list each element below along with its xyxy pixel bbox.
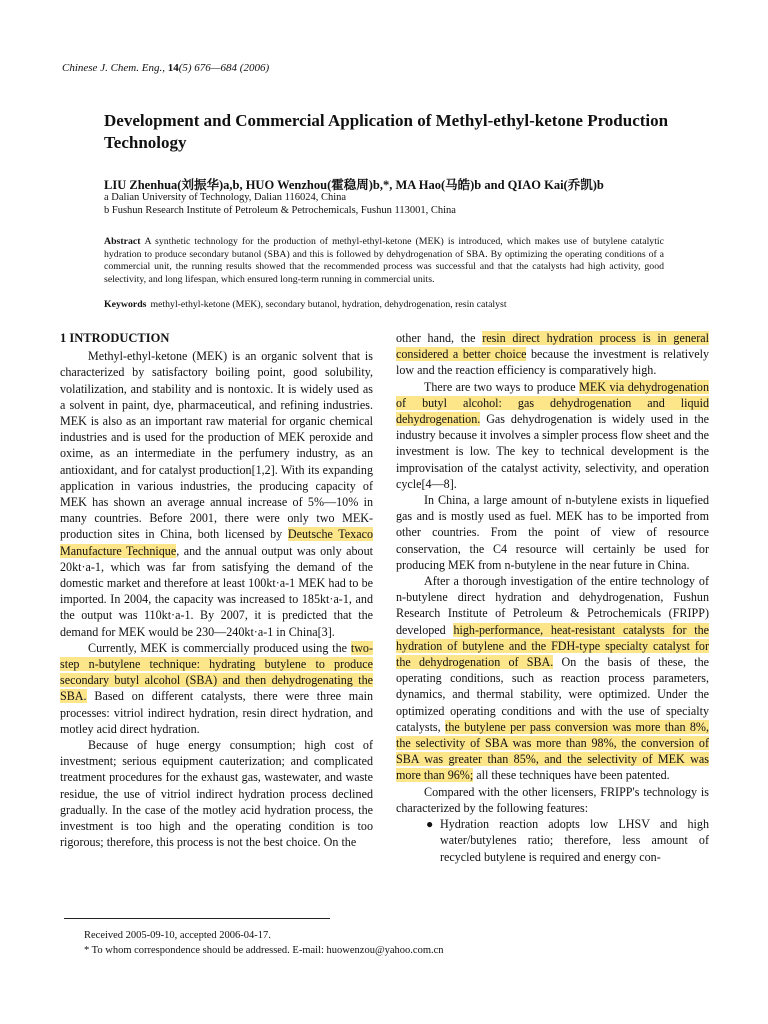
journal-citation: Chinese J. Chem. Eng., 14(5) 676—684 (2006) [62,62,270,74]
text-run: Methyl-ethyl-ketone (MEK) is an organic solvent that is characterized by satisfactory boiling point, good solubility, volatilization, and stability and is nontoxic. It is widely used as a solvent in paint, dye, pharmaceutical, and refining industries. MEK is also as an important raw material for organic chemical industries and is used for the production of MEK peroxide and oxime, as an intermediate in the perfumery industry, as an antioxidant, and for catalyst production[1,2]. With its expanding application in various industries, the producing capacity of MEK has shown an average annual increase of 5%—10% in many countries. Before 2001, there were only two MEK-production sites in China, both licensed by [60,349,373,542]
text-run: After a thorough investigation of the entire technology of n-butylene direct hydration and dehydrogenation, Fushun Research Institute of Petroleum & Petrochemicals (FRIPP) developed [396,574,709,637]
text-run: Currently, MEK is commercially produced using the [88,640,347,655]
text-run: Gas dehydrogenation is widely used in the industry because it involves a simpler process flow sheet and the investment is low. The key to technical development is the improvisation of the catalyst activity, selectivity, and operation cycle[4—8]. [396,412,710,491]
keywords-label: Keywords [104,299,147,310]
highlighted-text: resin direct hydration process is in general considered a better choice [396,331,709,362]
section-heading: 1 INTRODUCTION [60,331,170,345]
paragraph: In China, a large amount of n-butylene exists in liquefied gas and is mostly used as fuel. MEK has to be imported from other countries. From the point of view of resource conservation, the C4 resource will certainly be used for producing MEK from n-butylene in the near future in China. [396,493,709,572]
journal-issue-pages: (5) 676—684 (2006) [178,62,270,74]
highlighted-text: Deutsche Texaco Manufacture Technique [60,527,374,558]
text-run: all these techniques have been patented. [476,768,670,783]
paragraph [396,379,709,492]
affiliation-b: b Fushun Research Institute of Petroleum & Petrochemicals, Fushun 113001, China [104,205,456,216]
paragraph [60,640,373,737]
keywords [104,299,664,310]
paragraph: Because of huge energy consumption; high cost of investment; serious equipment cauterization; and complicated treatment procedures for the exhaust gas, wastewater, and waste residue, the use of vitriol indirect hydration process declined gradually. In the case of the motley acid hydration process, the investment is too high and the operating condition is too rigorous; therefore, this process is not the best choice. On the [60,738,373,850]
abstract [104,236,664,286]
footnote-divider [64,918,330,919]
footnote-correspondence: * To whom correspondence should be addressed. E-mail: huowenzou@yahoo.com.cn [84,945,444,956]
bullet-icon: ● [426,817,434,832]
left-column [60,330,373,851]
footnote-received: Received 2005-09-10, accepted 2006-04-17. [84,930,271,941]
text-run: There are two ways to produce [424,379,576,394]
keywords-text: methyl-ethyl-ketone (MEK), secondary butanol, hydration, dehydrogenation, resin catalyst [150,299,507,310]
highlighted-text: two-step n-butylene technique: hydrating butylene to produce secondary butyl alcohol (SBA) and then dehydrogenating the SBA. [60,640,373,704]
text-run: other hand, the [396,331,476,345]
text-run: Based on different catalysts, there were three main processes: vitriol indirect hydration, resin direct hydration, and motley acid direct hydration. [60,689,373,736]
author-list: LIU Zhenhua(刘振华)a,b, HUO Wenzhou(霍稳周)b,*, MA Hao(马皓)b and QIAO Kai(乔凯)b [104,178,604,192]
highlighted-text: high-performance, heat-resistant catalysts for the hydration of butylene and the FDH-type specialty catalyst for the dehydrogenation of SBA. [396,622,709,670]
feature-list-item [396,816,709,865]
paragraph [396,330,709,379]
journal-volume: 14 [167,62,179,74]
paper-title: Development and Commercial Application of Methyl-ethyl-ketone Production Technology [104,111,669,152]
text-run: because the investment is relatively low and the reaction efficiency is comparatively high. [396,347,709,378]
text-run: Hydration reaction adopts low LHSV and high water/butylenes ratio; therefore, less amount of recycled butylene is required and energy con- [440,817,709,864]
paragraph: Compared with the other licensers, FRIPP's technology is characterized by the following features: [396,784,709,815]
paragraph [60,348,373,640]
affiliation-a: a Dalian University of Technology, Dalian 116024, China [104,192,347,203]
abstract-text: A synthetic technology for the production of methyl-ethyl-ketone (MEK) is introduced, which makes use of butylene catalytic hydration to produce secondary butanol (SBA) and this is followed by dehydrogenation of SBA. By optimizing the operating conditions of a commercial unit, the running results showed that the recommended process was successful and that the catalysts had high activity, good selectivity, and long lifespan, which ensured long-term running in commercial units. [104,236,664,285]
abstract-label: Abstract [104,236,141,247]
highlighted-text: the butylene per pass conversion was more than 8%, the selectivity of SBA was more than 98%, the conversion of SBA was greater than 85%, and the selectivity of MEK was more than 96%; [396,719,709,783]
journal-name: Chinese J. Chem. Eng. [62,62,163,74]
right-column [396,330,709,865]
highlighted-text: MEK via dehydrogenation of butyl alcohol: gas dehydrogenation and liquid dehydrogenation. [396,379,709,427]
text-run: , and the annual output was only about 20kt·a-1, which was far from satisfying the demand of the domestic market and therefore at least 100kt·a-1 MEK had to be imported. In 2004, the capacity was increased to 185kt·a-1, and the output was 110kt·a-1. By 2007, it is predicted that the demand for MEK would be 230—240kt·a-1 in China[3]. [60,543,373,639]
paragraph [396,573,709,784]
text-run: On the basis of these, the operating conditions, such as reaction process parameters, dynamics, and thermal stability, were optimized. Under the optimized operating conditions and with the use of specialty catalysts, [396,655,709,734]
